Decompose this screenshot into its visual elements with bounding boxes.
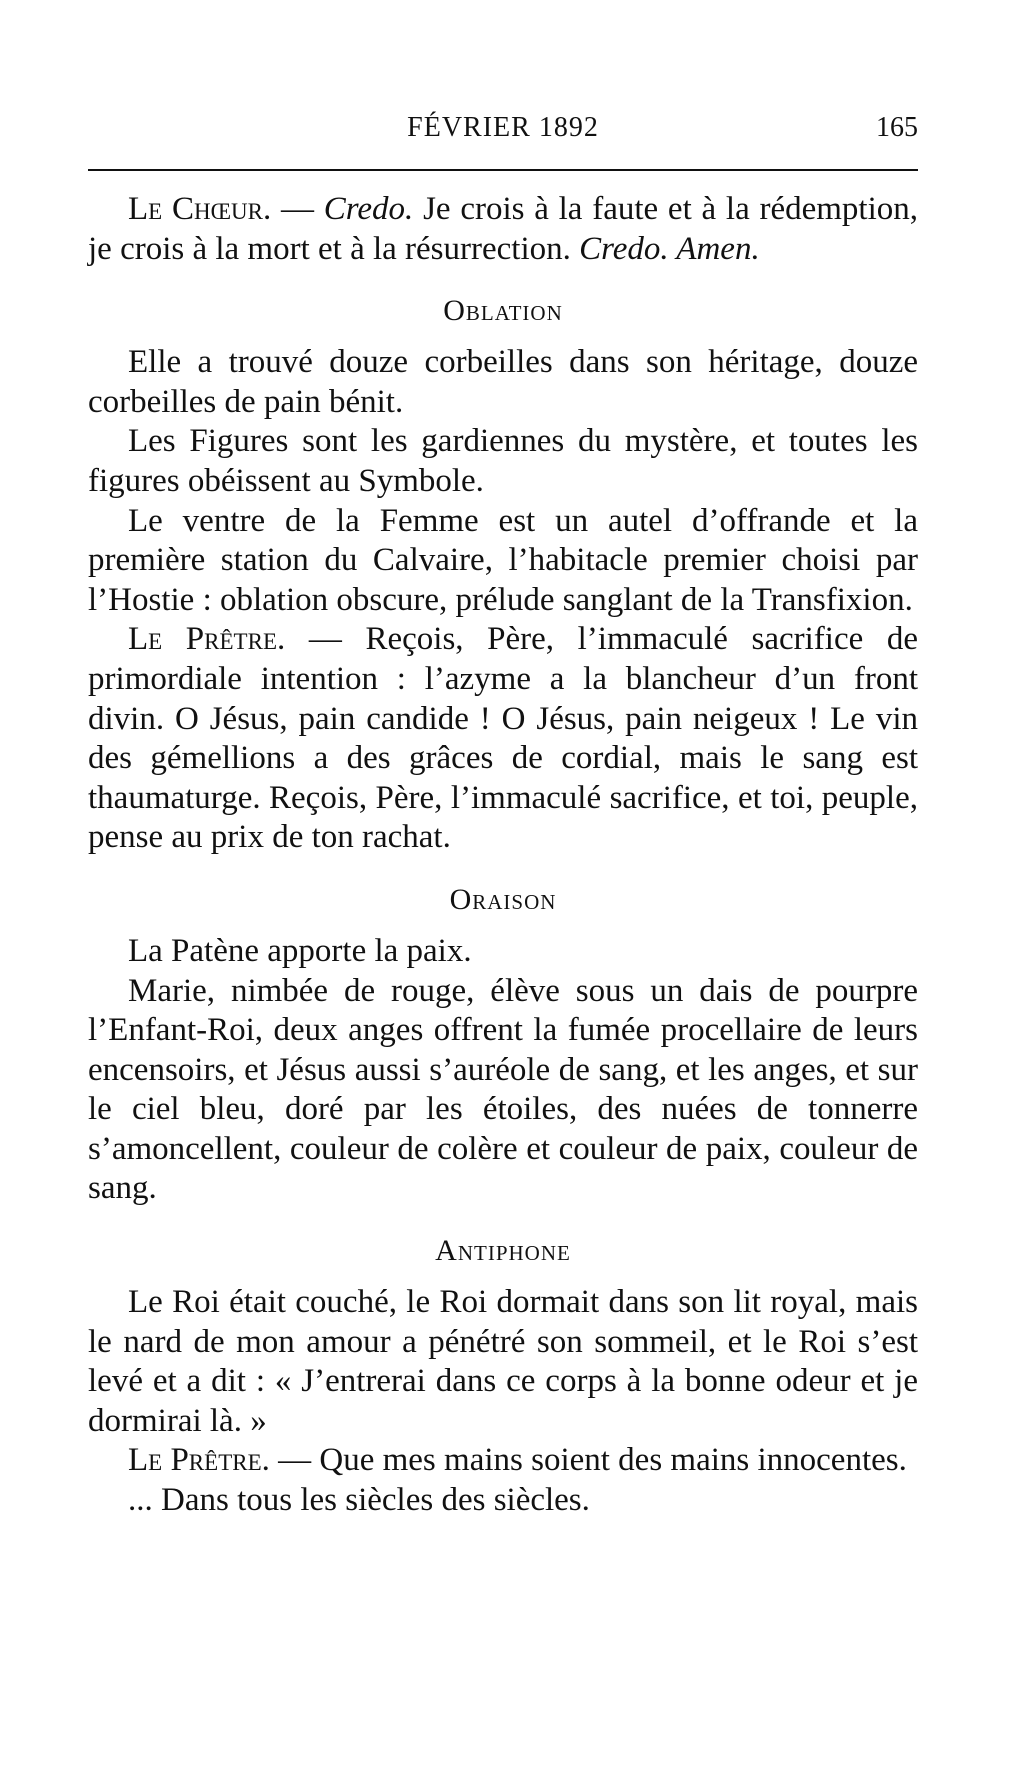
running-header: [88, 112, 918, 156]
paragraph-text: Je crois à la faute et à la rédemption, je crois à la mort et à la résurrection.: [88, 191, 919, 267]
paragraph: Les Figures sont les gardiennes du mystère, et toutes les figures obéissent au Symbole.: [88, 423, 918, 499]
paragraph: La Patène apporte la paix.: [128, 932, 472, 969]
dash: —: [285, 621, 366, 658]
paragraph-choeur-credo: [88, 190, 918, 269]
paragraph-text: Reçois, Père, l’immaculé sacrifice de primordiale intention : l’azyme a la blancheur d’un front divin. O Jésus, pain candide ! O Jésus, pain neigeux ! Le vin des gémellions a des grâces de cordial, mais le sang est thaumaturge. Reçois, Père, l’immaculé sacrifice, et toi, peuple, pense au prix de ton rachat.: [88, 621, 919, 856]
section-heading-oblation: Oblation: [443, 294, 563, 328]
section-heading-antiphone: Antiphone: [435, 1234, 571, 1268]
credo-amen-italic: Credo. Amen.: [579, 230, 760, 267]
dash: —: [269, 1442, 320, 1479]
paragraph-text: Que mes mains soient des mains innocentes.: [319, 1442, 907, 1479]
header-rule: [88, 169, 918, 171]
speaker-label: Le Chœur.: [128, 191, 272, 227]
running-title: FÉVRIER 1892: [407, 112, 599, 143]
page-body: [88, 190, 918, 1521]
paragraph: Le Roi était couché, le Roi dormait dans son lit royal, mais le nard de mon amour a pénétré son sommeil, et le Roi s’est levé et a dit : « J’entrerai dans ce corps à la bonne odeur et je dormirai là. »: [88, 1284, 918, 1439]
paragraph: Le ventre de la Femme est un autel d’offrande et la première station du Calvaire, l’habitacle premier choisi par l’Hostie : oblation obscure, prélude sanglant de la Transfixion.: [88, 502, 918, 618]
speaker-label: Le Prêtre.: [128, 621, 286, 658]
speaker-label: Le Prêtre.: [128, 1442, 270, 1479]
section-heading-oraison: Oraison: [449, 882, 557, 916]
credo-italic: Credo.: [323, 191, 414, 227]
paragraph-pretre: [88, 1441, 918, 1481]
dash: —: [271, 191, 324, 227]
page-number: 165: [876, 112, 918, 143]
paragraph: Marie, nimbée de rouge, élève sous un dais de pourpre l’Enfant-Roi, deux anges offrent la fumée procellaire de leurs encensoirs, et Jésus aussi s’auréole de sang, et les anges, et sur le ciel bleu, doré par les étoiles, des nuées de tonnerre s’amoncellent, couleur de colère et couleur de paix, couleur de sang.: [88, 972, 918, 1207]
paragraph: Elle a trouvé douze corbeilles dans son héritage, douze corbeilles de pain bénit.: [88, 344, 918, 420]
paragraph-pretre: [88, 620, 918, 858]
paragraph-closing: ... Dans tous les siècles des siècles.: [128, 1482, 590, 1519]
